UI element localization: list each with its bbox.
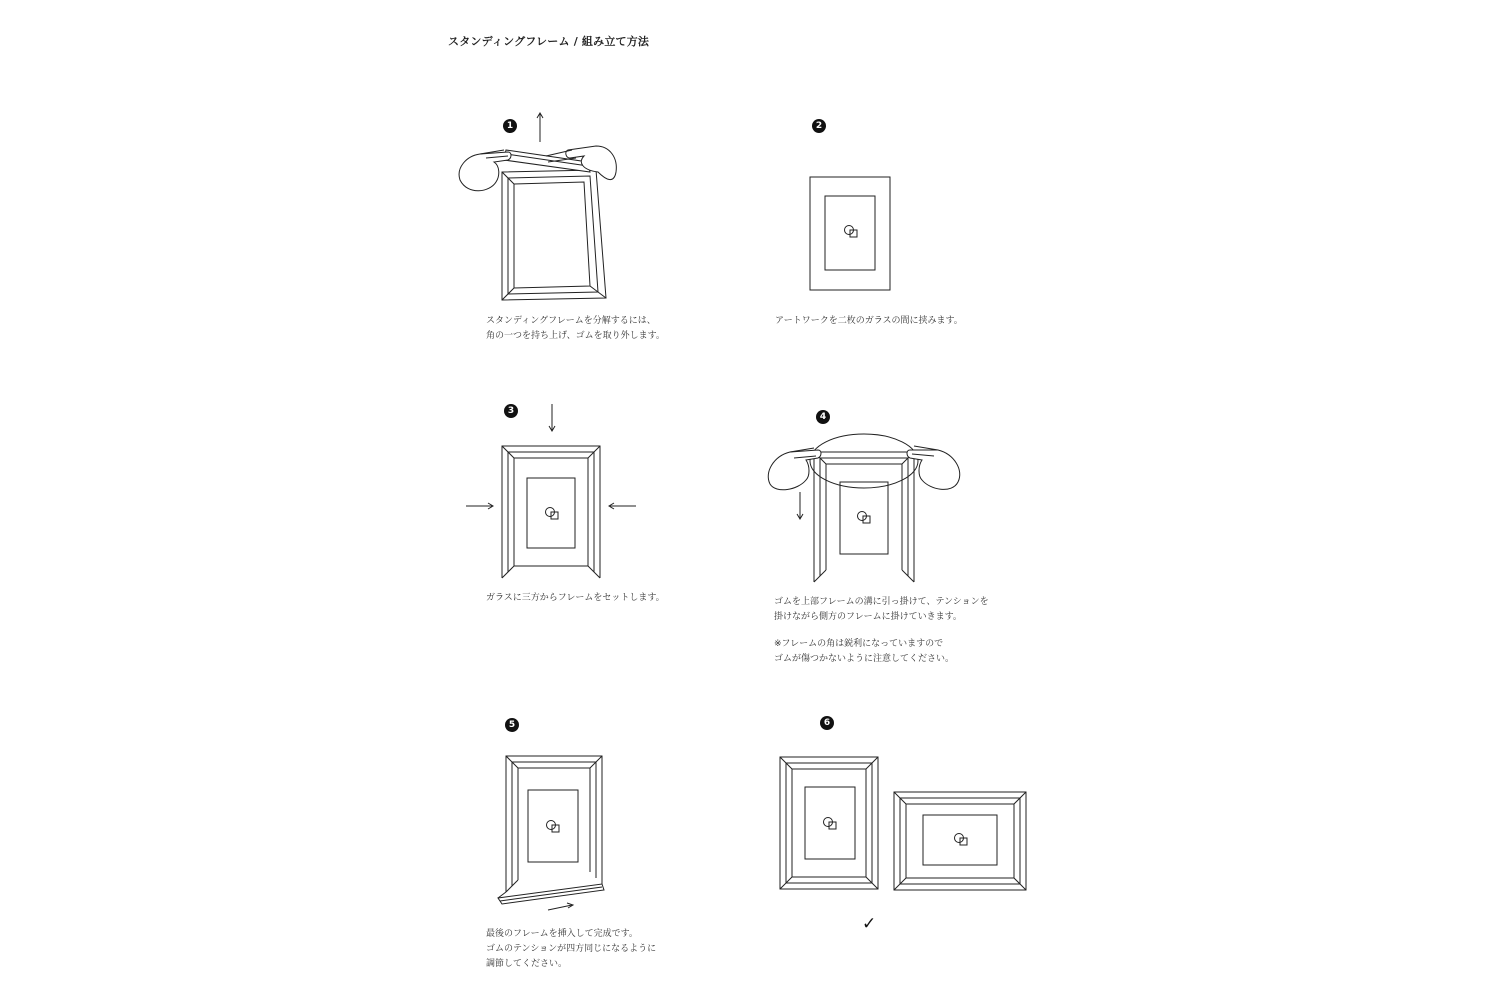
step-6-badge: 6	[820, 716, 834, 730]
check-mark-icon: ✓	[862, 914, 877, 934]
caption-line: スタンディングフレームを分解するには、	[486, 316, 656, 326]
caption-line: ゴムを上部フレームの溝に引っ掛けて、テンションを	[774, 597, 989, 607]
step-3-badge: 3	[504, 404, 518, 418]
caption-line: ゴムのテンションが四方同じになるように	[486, 944, 657, 954]
step-2-caption	[775, 314, 963, 329]
caption-line: 角の一つを持ち上げ、ゴムを取り外します。	[486, 331, 665, 341]
hook-rubber-band-illustration	[762, 430, 972, 590]
artwork-between-glass-illustration	[805, 172, 900, 296]
step-5-caption	[486, 927, 656, 972]
step-1-caption	[486, 314, 665, 344]
page-title: スタンディングフレーム / 組み立て方法	[448, 35, 650, 48]
set-frame-three-sides-illustration	[462, 400, 642, 590]
caption-line: アートワークを二枚のガラスの間に挟みます。	[775, 316, 963, 326]
caption-line: ガラスに三方からフレームをセットします。	[486, 593, 665, 603]
frame-disassemble-illustration	[450, 110, 630, 310]
insert-last-frame-illustration	[490, 748, 620, 913]
caption-note-line: ゴムが傷つかないように注意してください。	[774, 654, 955, 664]
step-4-caption	[774, 595, 989, 667]
caption-line: 掛けながら側方のフレームに掛けていきます。	[774, 612, 962, 622]
caption-line: 最後のフレームを挿入して完成です。	[486, 929, 638, 939]
finished-frames-illustration	[775, 752, 1035, 894]
step-5-badge: 5	[505, 718, 519, 732]
caption-line: 調節してください。	[486, 959, 568, 969]
step-1-badge: 1	[503, 119, 517, 133]
step-3-caption	[486, 591, 665, 606]
step-2-badge: 2	[812, 119, 826, 133]
step-4-badge: 4	[816, 410, 830, 424]
caption-note-line: ※フレームの角は鋭利になっていますので	[774, 639, 944, 649]
